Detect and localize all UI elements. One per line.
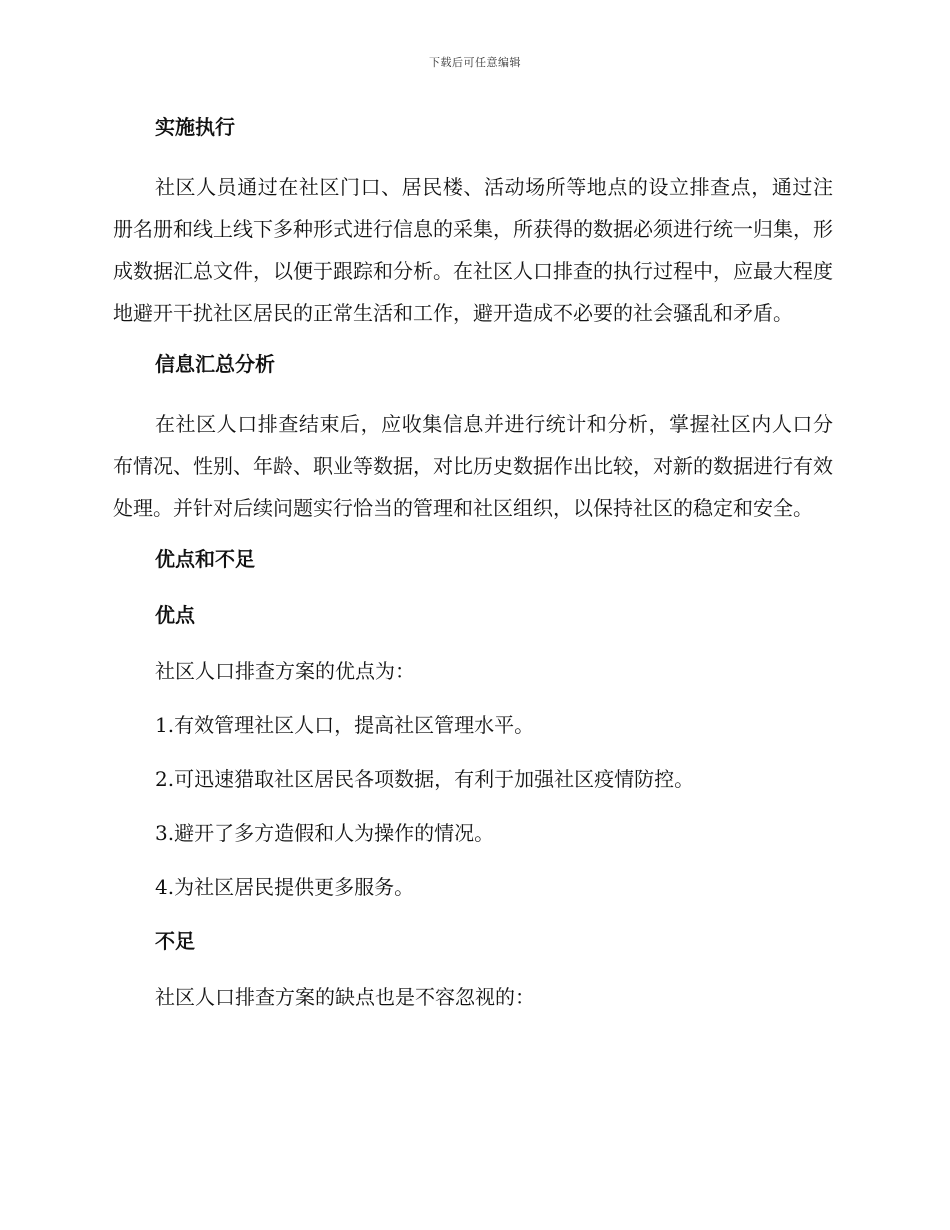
pros-item-2: 2.可迅速猎取社区居民各项数据，有利于加强社区疫情防控。 [155,767,695,791]
pros-intro: 社区人口排查方案的优点为： [155,659,415,683]
document-body [113,110,833,1034]
section-heading-pros: 优点 [155,603,195,627]
section-heading-analysis: 信息汇总分析 [155,352,275,376]
header-note: 下载后可任意编辑 [429,56,521,69]
pros-item-4: 4.为社区居民提供更多服务。 [155,875,415,899]
section-heading-pros-cons: 优点和不足 [155,547,255,571]
pros-item-3: 3.避开了多方造假和人为操作的情况。 [155,821,495,845]
pros-item-1: 1.有效管理社区人口，提高社区管理水平。 [155,713,535,737]
section-heading-implementation: 实施执行 [155,115,235,139]
cons-intro: 社区人口排查方案的缺点也是不容忽视的： [155,985,535,1009]
paragraph-analysis: 在社区人口排查结束后，应收集信息并进行统计和分析，掌握社区内人口分布情况、性别、年龄、职业等数据，对比历史数据作出比较，对新的数据进行有效处理。并针对后续问题实行恰当的管理和社区组织，以保持社区的稳定和安全。 [113,412,833,520]
paragraph-implementation: 社区人员通过在社区门口、居民楼、活动场所等地点的设立排查点，通过注册名册和线上线下多种形式进行信息的采集，所获得的数据必须进行统一归集，形成数据汇总文件，以便于跟踪和分析。在社区人口排查的执行过程中，应最大程度地避开干扰社区居民的正常生活和工作，避开造成不必要的社会骚乱和矛盾。 [113,175,833,325]
section-heading-cons: 不足 [155,929,195,953]
